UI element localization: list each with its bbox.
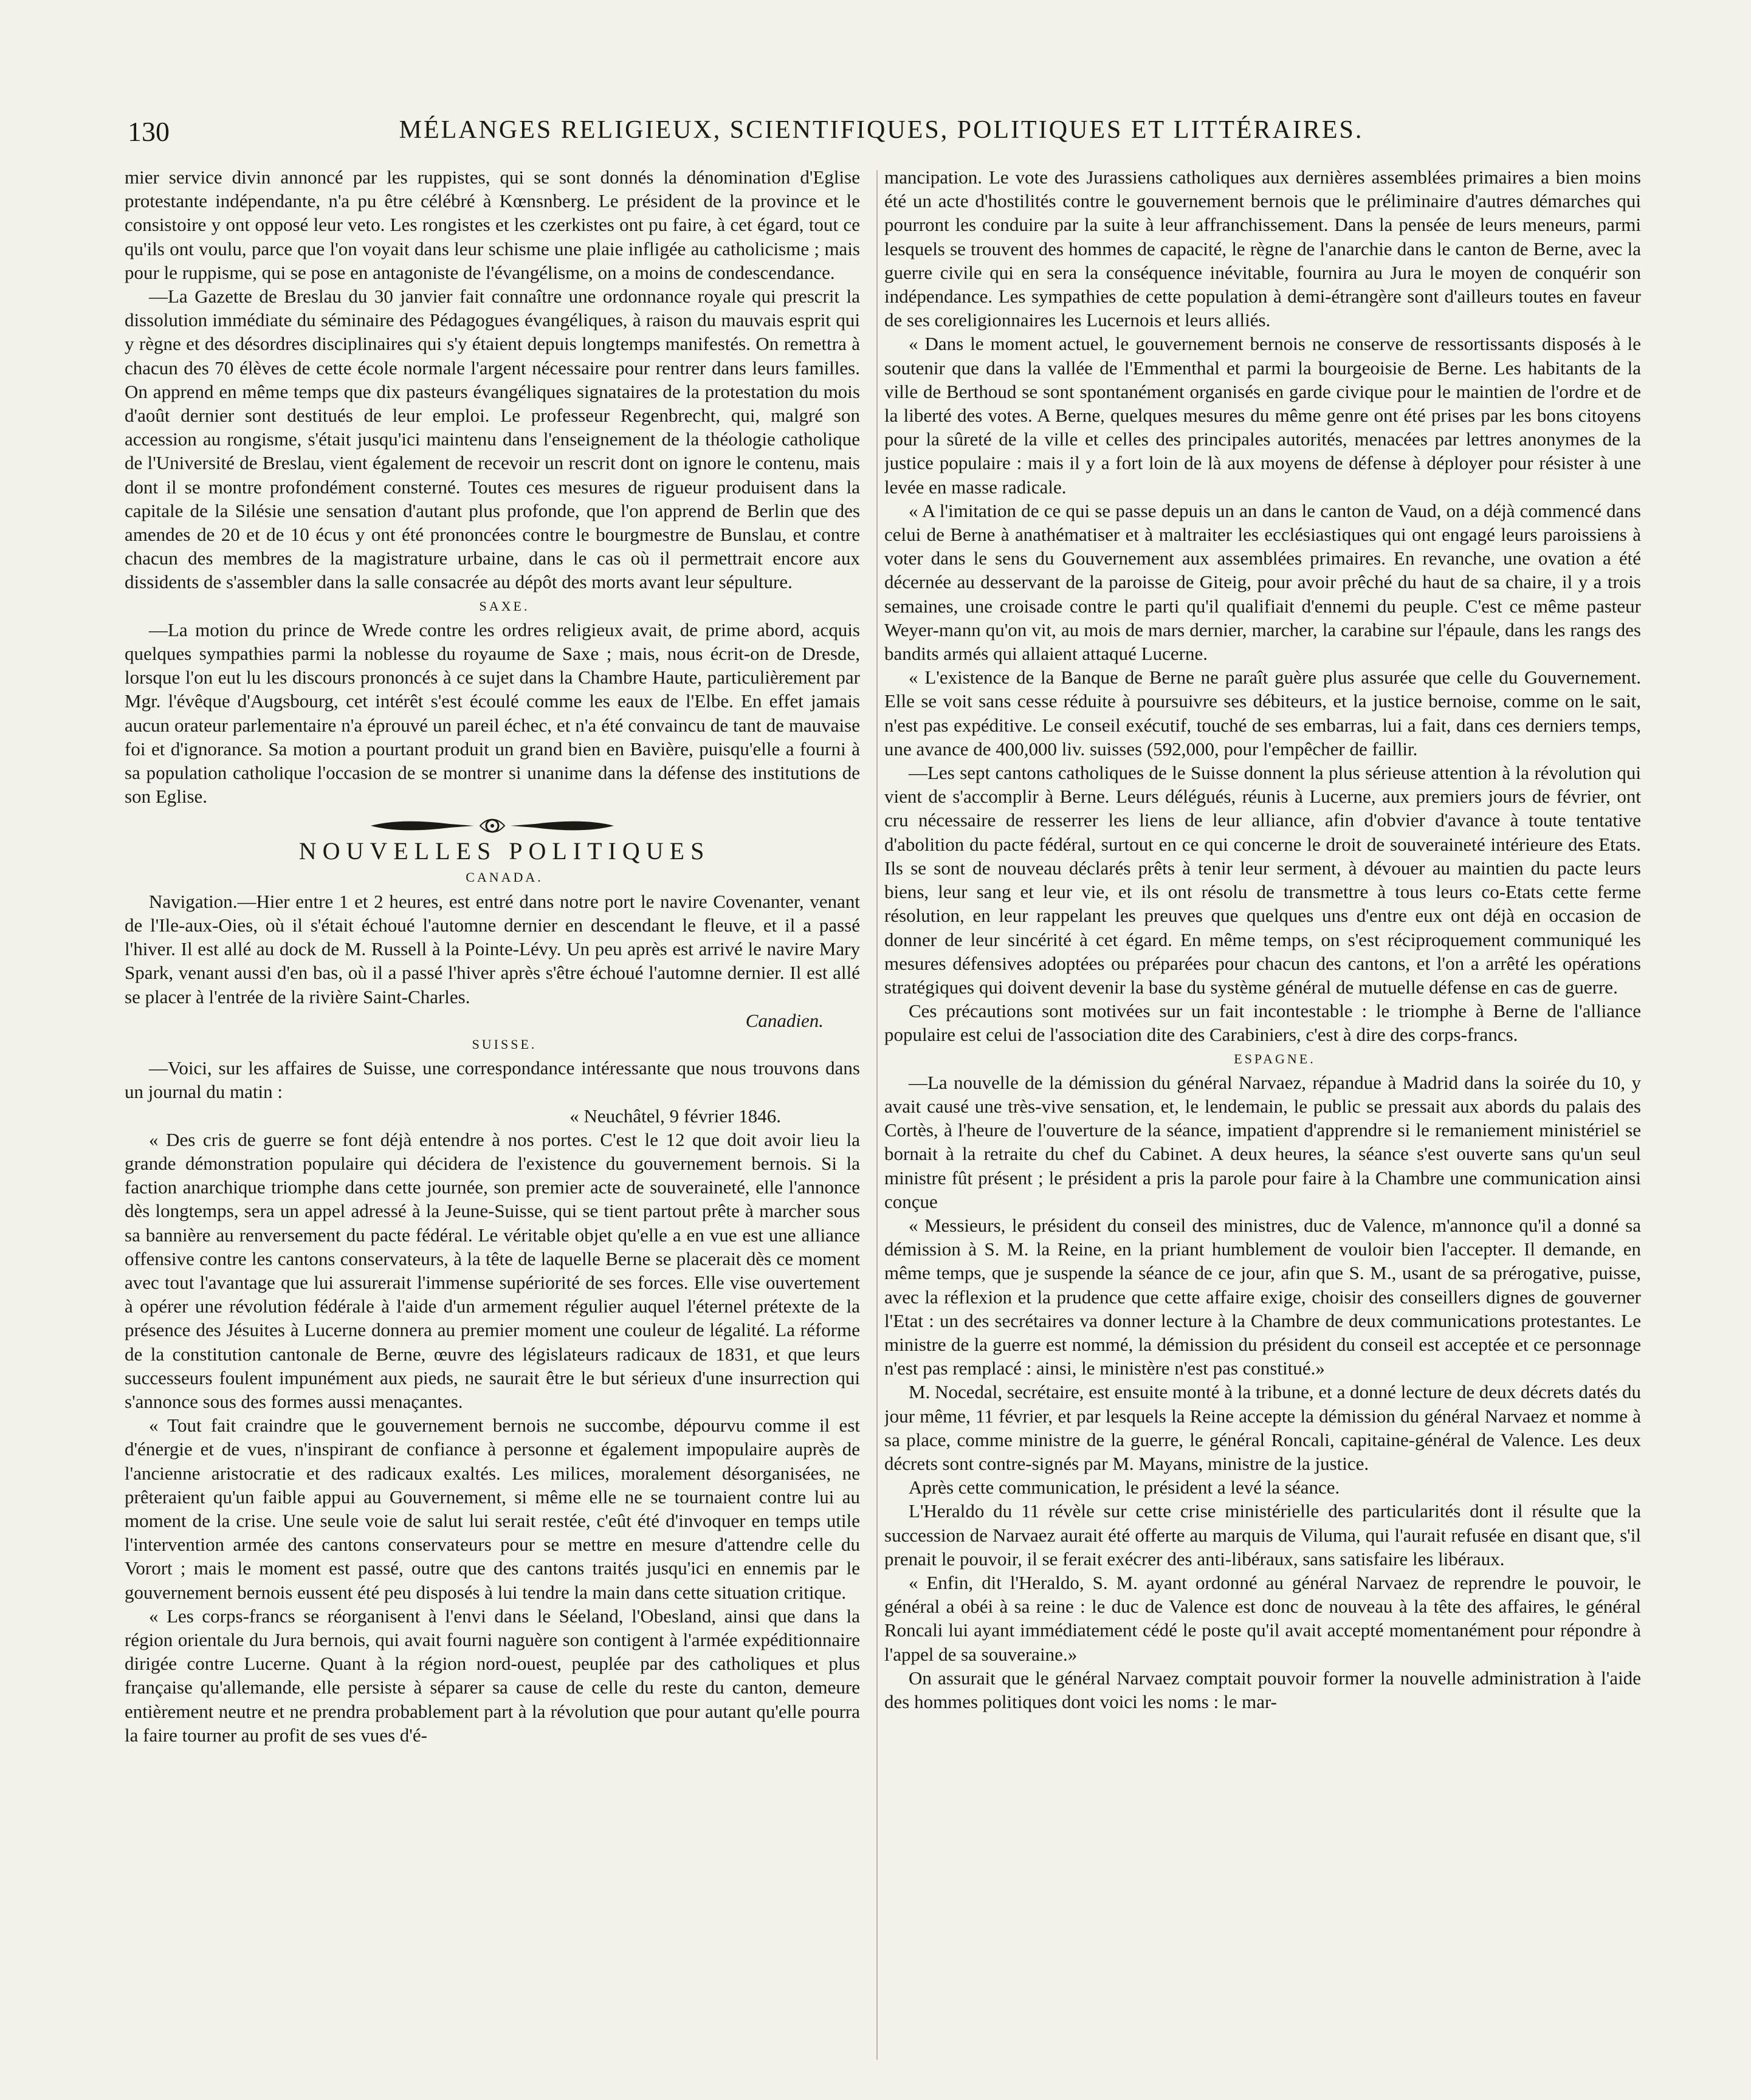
running-title: MÉLANGES RELIGIEUX, SCIENTIFIQUES, POLITIQUES ET LITTÉRAIRES.	[399, 116, 1364, 144]
paragraph: « Dans le moment actuel, le gouvernement bernois ne conserve de ressortissants disposés à le soutenir que dans la vallée de l'Emmenthal et parmi la bourgeoisie de Berne. Les habitants de la ville de Berthoud se sont spontanément organisés en garde civique pour le maintien de l'ordre et de la liberté des votes. A Berne, quelques mesures du même genre ont été prises par les bons citoyens pour la sûreté de la ville et celles des principales autorités, menacées par lettres anonymes de la justice populaire : mais il y a fort loin de là aux moyens de défense à déployer pour résister à une levée en masse radicale.	[884, 333, 1641, 498]
source-signature: Canadien.	[745, 1009, 824, 1031]
paragraph: « Enfin, dit l'Heraldo, S. M. ayant ordonné au général Narvaez de reprendre le pouvoir, le général a obéi à sa reine : le duc de Valence est donc de nouveau à la tête des affaires, le général Roncali lui ayant immédiatement cédé le poste qu'il avait accepté momentanément pour répondre à l'appel de sa souveraine.»	[884, 1571, 1641, 1665]
section-heading-suisse: SUISSE.	[472, 1036, 537, 1052]
paragraph: —La motion du prince de Wrede contre les ordres religieux avait, de prime abord, acquis quelques sympathies parmi la noblesse du royaume de Saxe ; mais, nous écrit-on de Dresde, lorsque l'on eut lu les discours prononcés à ce sujet dans la Chambre Haute, particulièrement par Mgr. l'évêque d'Augsbourg, cet intérêt s'est écoulé comme les eaux de l'Elbe. En effet jamais aucun orateur parlementaire n'a éprouvé un pareil échec, et n'a été convaincu de tant de mauvaise foi et d'ignorance. Sa motion a pourtant produit un grand bien en Bavière, puisqu'elle a fourni à sa population catholique l'occasion de se montrer si unanime dans la défense des institutions de son Eglise.	[125, 619, 860, 808]
paragraph: —Les sept cantons catholiques de le Suisse donnent la plus sérieuse attention à la révolution qui vient de s'accomplir à Berne. Leurs délégués, réunis à Lucerne, aux premiers jours de février, ont cru nécessaire de resserrer les liens de leur alliance, afin d'obvier d'avance à toute tentative d'abolition du pacte fédéral, surtout en ce qui concerne le droit de souveraineté intérieure des Etats. Ils se sont de nouveau déclarés prêts à tenir leur serment, à dévouer au maintien du pacte leurs biens, leur sang et leur vie, et ils ont résolu de transmettre à tous leurs co-Etats cette ferme résolution, en leur rappelant les preuves que quelques uns d'entre eux ont déjà en occasion de donner de leur sincérité à cet égard. En même temps, on s'est réciproquement communiqué les mesures défensives adoptées ou préparées pour chacun des cantons, et l'on a arrêté les opérations stratégiques qui doivent devenir la base du système général de mutuelle défense en cas de guerre.	[884, 762, 1641, 998]
paragraph: mancipation. Le vote des Jurassiens catholiques aux dernières assemblées primaires a bien moins été un acte d'hostilités contre le gouvernement bernois que le préliminaire d'autres démarches qui pourront les conduire par la suite à leur affranchissement. Dans la pensée de leurs meneurs, parmi lesquels se trouvent des hommes de capacité, le règne de l'anarchie dans le canton de Berne, avec la guerre civile qui en sera la conséquence inévitable, fournira au Jura le moyen de conquérir son indépendance. Les sympathies de cette population à demi-étrangère sont d'ailleurs toutes en faveur de ses coreligionnaires les Lucernois et leurs alliés.	[884, 166, 1641, 331]
page-header	[128, 115, 1635, 158]
paragraph: L'Heraldo du 11 révèle sur cette crise ministérielle des particularités dont il résulte que la succession de Narvaez aurait été offerte au marquis de Viluma, qui l'aurait refusée en disant que, s'il prenait le pouvoir, il se ferait exécrer des anti-libéraux, sans satisfaire les libéraux.	[884, 1500, 1641, 1570]
paragraph: —La nouvelle de la démission du général Narvaez, répandue à Madrid dans la soirée du 10, y avait causé une très-vive sensation, et, le lendemain, le public se pressait aux abords du palais des Cortès, à l'heure de l'ouverture de la séance, impatient d'apprendre si le remaniement ministériel se bornait à la retraite du chef du Cabinet. A deux heures, la séance s'est ouverte sans qu'un seul ministre fût présent ; le président a pris la parole pour faire à la Chambre une communication ainsi conçue	[884, 1071, 1641, 1212]
right-column	[884, 165, 1641, 2067]
paragraph: « Des cris de guerre se font déjà entendre à nos portes. C'est le 12 que doit avoir lieu la grande démonstration populaire qui décidera de l'existence du gouvernement bernois. Si la faction anarchique triomphe dans cette journée, son premier acte de souveraineté, elle l'annonce dès longtemps, sera un appel adressé à la Jeune-Suisse, qui se tient partout prête à marcher sous sa bannière au renversement du pacte fédéral. Le véritable objet qu'elle a en vue est une alliance offensive contre les cantons conservateurs, à la tête de laquelle Berne se placerait dès ce moment avec tout l'avantage que lui assurerait l'immense supériorité de ses forces. Elle vise ouvertement à opérer une révolution fédérale à l'aide d'un armement régulier auquel l'éternel prétexte de la présence des Jésuites à Lucerne donnera au premier moment une couleur de légalité. La réforme de la constitution cantonale de Berne, œuvre des législateurs radicaux de 1831, et que leurs successeurs foulent impunément aux pieds, ne saurait être le but sérieux d'une insurrection qui s'annonce sous des formes aussi menaçantes.	[125, 1128, 860, 1412]
paragraph: Ces précautions sont motivées sur un fait incontestable : le triomphe à Berne de l'alliance populaire est celui de l'association dite des Carabiniers, c'est à dire des corps-francs.	[884, 1000, 1641, 1046]
paragraph: « L'existence de la Banque de Berne ne paraît guère plus assurée que celle du Gouvernement. Elle se voit sans cesse réduite à poursuivre ses débiteurs, et la justice bernoise, comme on le sait, n'est pas expéditive. Le conseil exécutif, touché de ses embarras, lui a fait, dans ces derniers temps, une avance de 400,000 liv. suisses (592,000, pour l'empêcher de faillir.	[884, 667, 1641, 760]
paragraph: —Voici, sur les affaires de Suisse, une correspondance intéressante que nous trouvons dans un journal du matin :	[125, 1057, 860, 1103]
section-title-nouvelles: NOUVELLES POLITIQUES	[298, 837, 710, 865]
column-divider	[876, 170, 878, 2060]
section-heading-saxe: SAXE.	[479, 598, 530, 614]
paragraph: Après cette communication, le président a levé la séance.	[909, 1477, 1340, 1498]
paragraph: « A l'imitation de ce qui se passe depuis un an dans le canton de Vaud, on a déjà commencé dans celui de Berne à anathématiser et à maltraiter les ecclésiastiques qui ont engagé leurs paroissiens à voter dans le sens du Gouvernement aux assemblées primaires. En revanche, une ovation a été décernée au desservant de la paroisse de Giteig, pour avoir prêché du haut de sa chaire, il y a trois semaines, une croisade contre le parti qu'il qualifiait d'ennemi du peuple. C'est ce même pasteur Weyer-mann qu'on vit, au mois de mars dernier, marcher, la carabine sur l'épaule, dans les rangs des bandits armés qui allaient attaqué Lucerne.	[884, 499, 1641, 665]
page-number: 130	[128, 116, 170, 147]
paragraph: « Tout fait craindre que le gouvernement bernois ne succombe, dépourvu comme il est d'énergie et de vues, n'inspirant de confiance à personne et également impopulaire auprès de l'ancienne aristocratie et des radicaux exaltés. Les milices, moralement désorganisées, ne prêteraient qu'un faible appui au Gouvernement, si même elle ne se tournaient contre lui au moment de la crise. Une seule voie de salut lui serait restée, c'eût été d'invoquer en temps utile l'intervention armée des cantons conservateurs pour se mettre en mesure d'attendre celle du Vorort ; mais le moment est passé, outre que des cantons traités jusqu'ici en ennemis par le gouvernement bernois eussent été peu disposés à lui tendre la main dans cette situation critique.	[125, 1415, 860, 1603]
left-column	[125, 165, 860, 2067]
dateline: « Neuchâtel, 9 février 1846.	[569, 1105, 781, 1127]
ornament-divider	[125, 817, 860, 835]
paragraph: « Les corps-francs se réorganisent à l'envi dans le Séeland, l'Obesland, ainsi que dans la région orientale du Jura bernois, qui avait fourni naguère son contigent à l'armée expéditionnaire dirigée contre Lucerne. Quant à la région nord-ouest, peuplée par des catholiques et plus française qu'allemande, elle persiste à séparer sa cause de celle du reste du canton, demeure entièrement neutre et ne prendra probablement part à la révolution que pour autant qu'elle pourra la faire tourner au profit de ses vues d'é-	[125, 1605, 860, 1746]
section-heading-espagne: ESPAGNE.	[1234, 1051, 1316, 1066]
paragraph: M. Nocedal, secrétaire, est ensuite monté à la tribune, et a donné lecture de deux décrets datés du jour même, 11 février, et par lesquels la Reine accepte la démission du général Narvaez et nomme à sa place, comme ministre de la guerre, le général Roncali, capitaine-général de Valence. Les deux décrets sont contre-signés par M. Mayans, ministre de la justice.	[884, 1381, 1641, 1474]
paragraph: « Messieurs, le président du conseil des ministres, duc de Valence, m'annonce qu'il a donné sa démission à S. M. la Reine, en la priant humblement de vouloir bien l'accepter. Il demande, en même temps, que je suspende la séance de ce jour, afin que S. M., usant de sa prérogative, puisse, avec la réflexion et la prudence que cette affaire exige, choisir des conseillers dignes de gouverner l'Etat : un des secrétaires va donner lecture à la Chambre de deux communications protestantes. Le ministre de la guerre est nommé, la démission du président du conseil est acceptée et ce personnage n'est pas remplacé : ainsi, le ministère n'est pas constitué.»	[884, 1214, 1641, 1379]
section-heading-canada: CANADA.	[466, 870, 543, 885]
paragraph: —La Gazette de Breslau du 30 janvier fait connaître une ordonnance royale qui prescrit la dissolution immédiate du séminaire des Pédagogues évangéliques, à raison du mauvais esprit qui y règne et des désordres disciplinaires qui s'y étaient depuis longtemps manifestés. On remettra à chacun des 70 élèves de cette école normale l'argent nécessaire pour rentrer dans leurs familles. On apprend en même temps que dix pasteurs évangéliques signataires de la protestation du mois d'août dernier sont destitués de leur emploi. Le professeur Regenbrecht, qui, malgré son accession au rongisme, s'était jusqu'ici maintenu dans l'enseignement de la théologie catholique de l'Université de Breslau, vient également de recevoir un rescrit dont on ignore le contenu, mais dont il se montre profondément consterné. Toutes ces mesures de rigueur produisent dans la capitale de la Silésie une sensation d'autant plus profonde, que l'on apprend de Berlin que des amendes de 20 et de 10 écus y ont été prononcées contre le bourgmestre de Bunslau, et contre chacun des membres de la magistrature urbaine, dans le cas où il permettrait encore aux dissidents de s'assembler dans la salle consacrée au dépôt des morts avant leur sépulture.	[125, 286, 860, 593]
paragraph: Navigation.—Hier entre 1 et 2 heures, est entré dans notre port le navire Covenanter, venant de l'Ile-aux-Oies, où il s'était échoué l'automne dernier en descendant le fleuve, et il a passé l'hiver. Il est allé au dock de M. Russell à la Pointe-Lévy. Un peu après est arrivé le navire Mary Spark, venant aussi d'en bas, où il a passé l'hiver après s'être échoué l'automne dernier. Il est allé se placer à l'entrée de la rivière Saint-Charles.	[125, 890, 860, 1007]
paragraph: On assurait que le général Narvaez comptait pouvoir former la nouvelle administration à l'aide des hommes politiques dont voici les noms : le mar-	[884, 1667, 1641, 1712]
paragraph: mier service divin annoncé par les ruppistes, qui se sont donnés la dénomination d'Eglise protestante indépendante, n'a pu être célébré à Kœnsnberg. Le président de la province et le consistoire y ont opposé leur veto. Les rongistes et les czerkistes ont pu faire, à cet égard, tout ce qu'ils ont voulu, parce que l'on voyait dans leur schisme une plaie infligée au catholicisme ; mais pour le ruppisme, qui se pose en antagoniste de l'évangélisme, on a moins de condescendance.	[125, 166, 860, 283]
